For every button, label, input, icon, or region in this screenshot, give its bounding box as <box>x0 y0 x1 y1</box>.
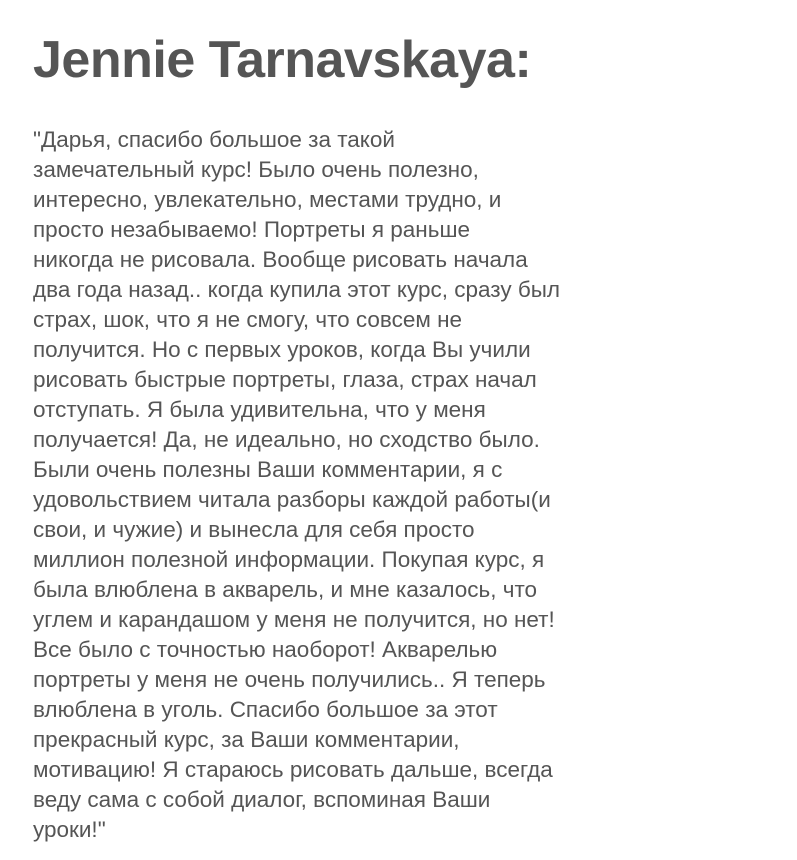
testimonial-quote <box>33 125 623 845</box>
quote-line: миллион полезной информации. Покупая курс, я <box>33 547 545 572</box>
quote-line: получится. Но с первых уроков, когда Вы учили <box>33 337 531 362</box>
quote-line: углем и карандашом у меня не получится, но нет! <box>33 607 555 632</box>
quote-line: отступать. Я была удивительна, что у меня <box>33 397 486 422</box>
quote-line: удовольствием читала разборы каждой работы(и <box>33 487 551 512</box>
quote-line: два года назад.. когда купила этот курс, сразу был <box>33 277 561 302</box>
quote-line: веду сама с собой диалог, вспоминая Ваши <box>33 787 491 812</box>
testimonial-author: Jennie Tarnavskaya: <box>33 31 532 89</box>
quote-line: просто незабываемо! Портреты я раньше <box>33 217 471 242</box>
quote-line: замечательный курс! Было очень полезно, <box>33 157 479 182</box>
quote-line: страх, шок, что я не смогу, что совсем не <box>33 307 463 332</box>
quote-line: была влюблена в акварель, и мне казалось, что <box>33 577 538 602</box>
quote-line: влюблена в уголь. Спасибо большое за этот <box>33 697 498 722</box>
quote-line: портреты у меня не очень получились.. Я теперь <box>33 667 546 692</box>
quote-line: свои, и чужие) и вынесла для себя просто <box>33 517 475 542</box>
testimonial-block <box>33 28 623 845</box>
quote-line: Все было с точностью наоборот! Акварелью <box>33 637 498 662</box>
quote-line: мотивацию! Я стараюсь рисовать дальше, всегда <box>33 757 553 782</box>
quote-line: получается! Да, не идеально, но сходство было. <box>33 427 540 452</box>
quote-line: интересно, увлекательно, местами трудно, и <box>33 187 502 212</box>
quote-line: Были очень полезны Ваши комментарии, я с <box>33 457 503 482</box>
quote-line: "Дарья, спасибо большое за такой <box>33 127 395 152</box>
quote-line: уроки!" <box>33 817 106 842</box>
quote-line: рисовать быстрые портреты, глаза, страх начал <box>33 367 537 392</box>
quote-line: прекрасный курс, за Ваши комментарии, <box>33 727 460 752</box>
quote-line: никогда не рисовала. Вообще рисовать начала <box>33 247 528 272</box>
